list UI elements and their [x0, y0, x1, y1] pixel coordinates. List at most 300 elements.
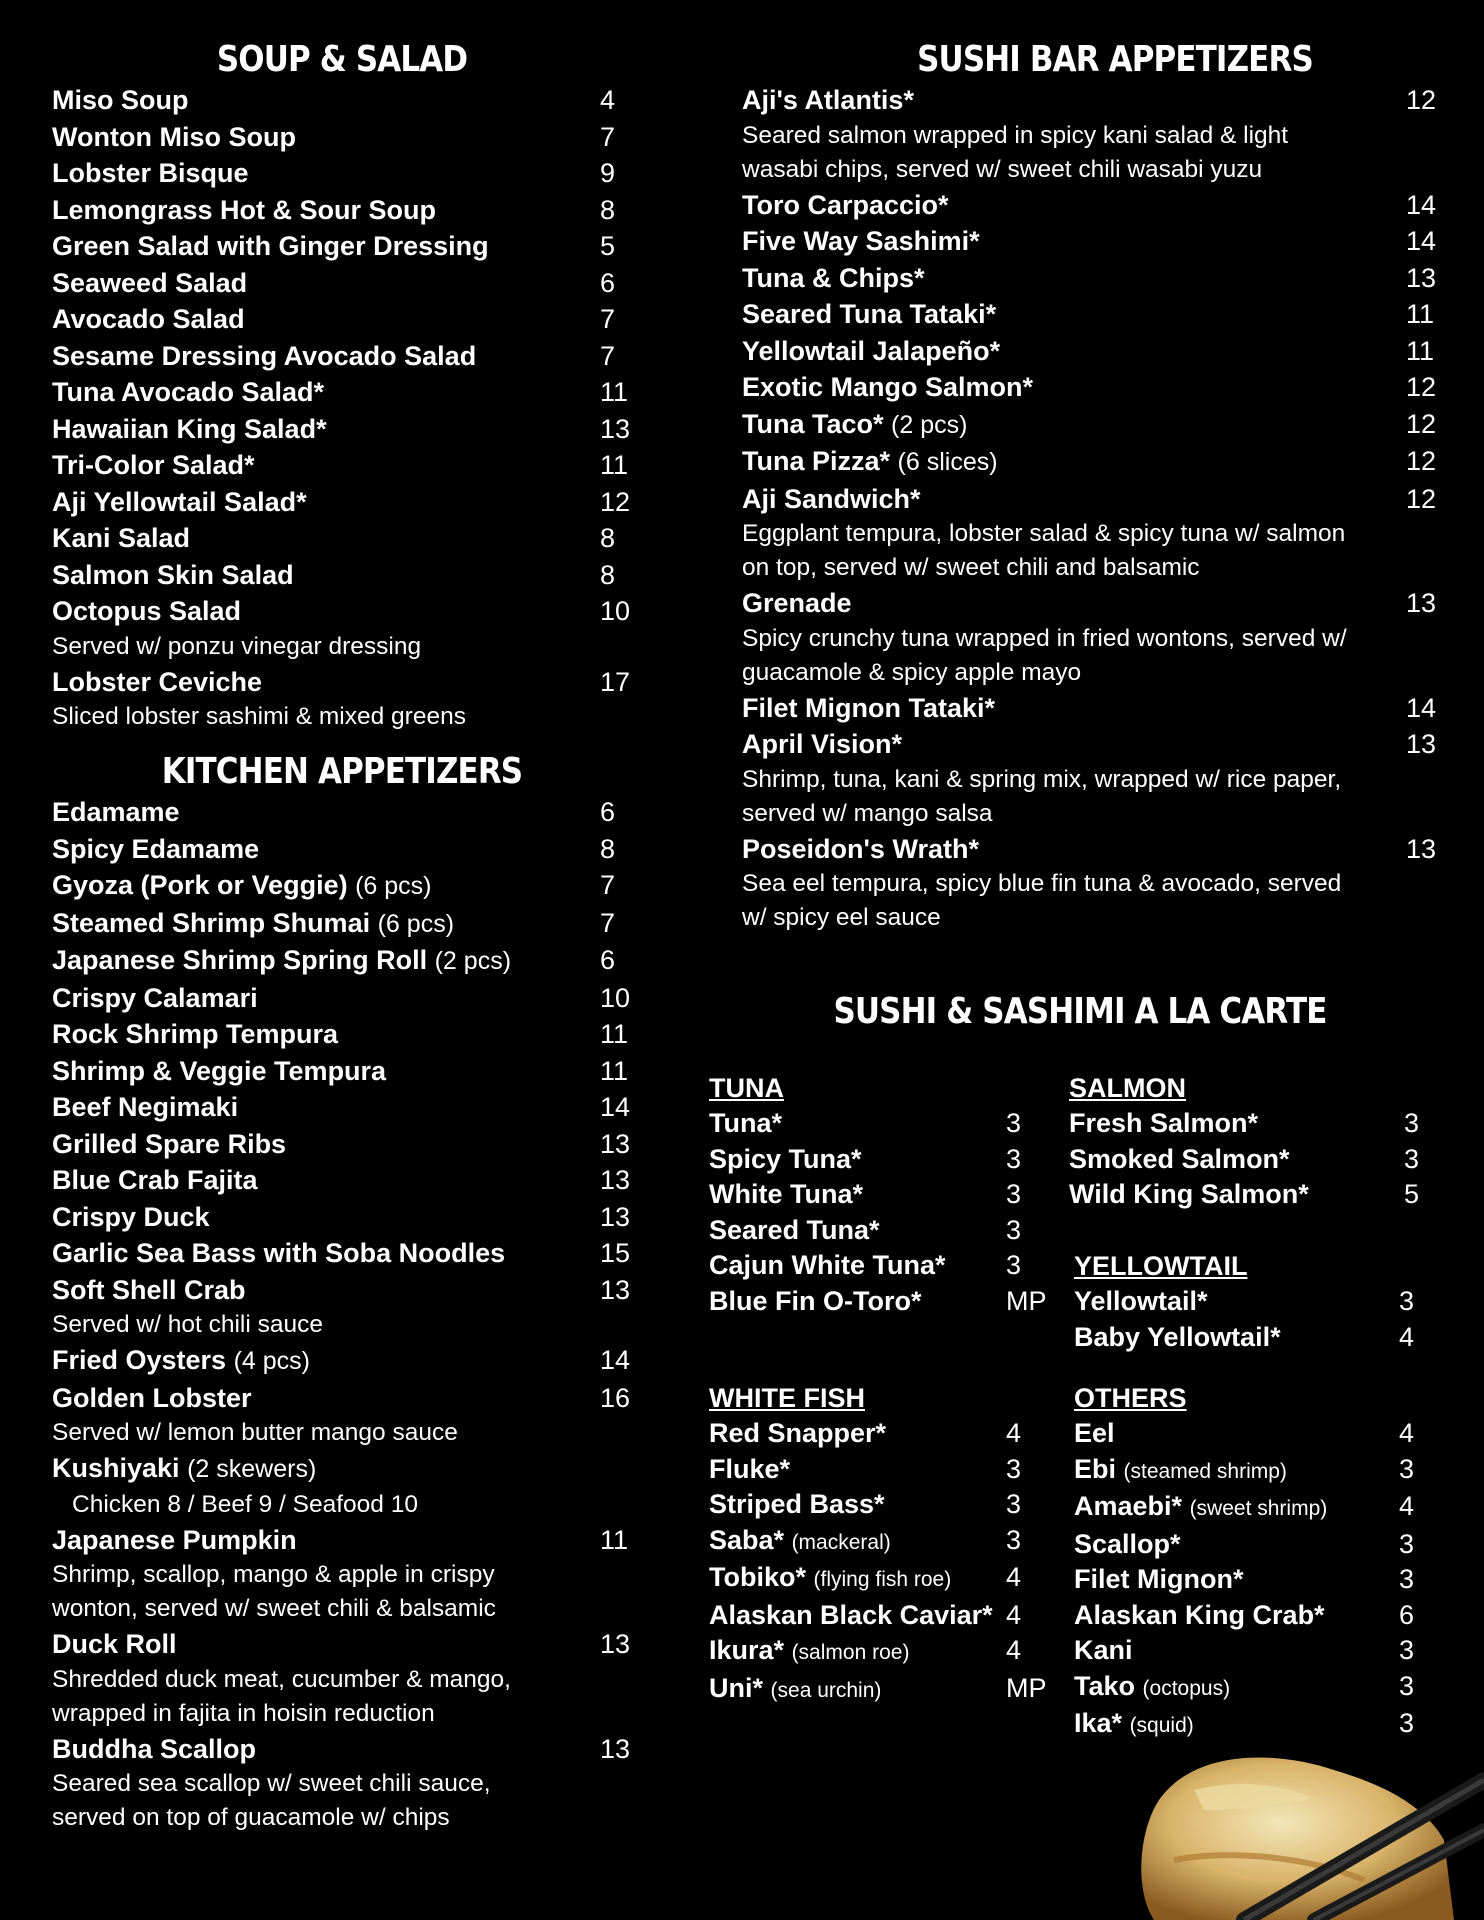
item-price: 13 [600, 413, 631, 444]
sushi-item-spicy-tuna [709, 1142, 1049, 1178]
item-name-text: Wonton Miso Soup [52, 121, 296, 152]
item-price: 11 [1406, 299, 1435, 329]
item-price: 14 [1406, 692, 1437, 723]
item-name [742, 296, 1460, 333]
sushi-item-amaebi [1074, 1489, 1414, 1527]
sushi-item-price: 3 [1404, 1143, 1420, 1174]
sushi-item-price: 3 [1006, 1179, 1022, 1209]
menu-item-lemongrass-hot-sour-soup [52, 192, 632, 229]
item-name [52, 867, 632, 905]
menu-item-grenade [742, 585, 1460, 690]
item-name-text: Tuna Taco* [742, 408, 884, 439]
item-name-text: Grilled Spare Ribs [52, 1128, 287, 1159]
menu-item-green-salad-with-ginger-dressing [52, 228, 632, 265]
menu-item-yellowtail-jalape-o [742, 333, 1460, 370]
menu-item-golden-lobster [52, 1380, 632, 1451]
item-name [52, 557, 632, 594]
menu-item-kani-salad [52, 520, 632, 557]
item-price: 14 [600, 1092, 631, 1122]
item-name [52, 1450, 632, 1488]
item-description: Eggplant tempura, lobster salad & spicy tuna w/ salmon on top, served w/ sweet chili and balsamic [742, 520, 1346, 581]
sushi-item-price: 3 [1006, 1453, 1022, 1484]
item-name-text: Japanese Shrimp Spring Roll [52, 945, 428, 975]
item-name [52, 905, 632, 943]
sushi-item-price: 4 [1006, 1418, 1022, 1448]
item-description: Served w/ hot chili sauce [52, 1311, 323, 1338]
item-name-text: Hawaiian King Salad* [52, 413, 327, 444]
sushi-item-name: Cajun White Tuna* [709, 1250, 946, 1280]
menu-item-buddha-scallop [52, 1731, 632, 1836]
soup-salad-title: SOUP & SALAD [216, 39, 468, 80]
sushi-item-name: Filet Mignon* [1074, 1564, 1244, 1594]
menu-item-toro-carpaccio [742, 187, 1460, 224]
item-price: 6 [600, 267, 616, 298]
item-price: 7 [600, 304, 616, 334]
item-price: 11 [600, 377, 629, 407]
menu-item-kushiyaki [52, 1450, 632, 1522]
sushi-item-price: 5 [1404, 1179, 1420, 1209]
sushi-item-note: (flying fish roe) [813, 1568, 952, 1591]
item-price: 7 [600, 121, 616, 152]
menu-item-beef-negimaki [52, 1089, 632, 1126]
sushi-item-price: 4 [1399, 1321, 1415, 1352]
sushi-item-ikura [709, 1633, 1049, 1671]
sushi-item-price: 6 [1399, 1599, 1415, 1630]
sushi-item-name: Uni* [709, 1672, 763, 1703]
menu-item-garlic-sea-bass-with-soba-noodles [52, 1235, 632, 1272]
item-name [52, 484, 632, 521]
menu-item-gyoza-pork-or-veggie [52, 867, 632, 905]
sushi-item-name: Kani [1074, 1635, 1133, 1665]
item-name [52, 228, 632, 265]
item-price: 9 [600, 158, 616, 188]
item-price: 5 [600, 231, 616, 261]
sushi-item-price: 4 [1006, 1562, 1022, 1592]
item-name-text: Five Way Sashimi* [742, 226, 980, 256]
item-name [52, 520, 632, 557]
sushi-item-price: 3 [1399, 1670, 1415, 1701]
menu-item-duck-roll [52, 1626, 632, 1731]
menu-item-tri-color-salad [52, 447, 632, 484]
white-fish-group [709, 1380, 1049, 1708]
item-name-text: Filet Mignon Tataki* [742, 692, 996, 723]
group-heading: WHITE FISH [709, 1383, 865, 1413]
item-name-text: Exotic Mango Salmon* [742, 372, 1034, 402]
sushi-item-note: (octopus) [1142, 1676, 1231, 1700]
item-price: 13 [1406, 588, 1437, 618]
item-name [52, 411, 632, 448]
sushi-item-price: 4 [1006, 1599, 1022, 1630]
right-column [730, 0, 1460, 935]
sushi-item-name: Blue Fin O-Toro* [709, 1285, 922, 1316]
item-note: (6 pcs) [355, 872, 432, 900]
sushi-item-fresh-salmon [1069, 1106, 1420, 1142]
item-name-text: Octopus Salad [52, 596, 242, 626]
sushi-item-name: Smoked Salmon* [1069, 1143, 1290, 1174]
menu-item-tuna-pizza [742, 443, 1460, 481]
sushi-item-tuna [709, 1106, 1049, 1142]
sushi-item-tobiko [709, 1560, 1049, 1598]
item-name [52, 447, 632, 484]
sushi-item-name: Yellowtail* [1074, 1286, 1208, 1316]
item-price: 17 [600, 666, 631, 697]
item-name [52, 155, 632, 192]
item-name [52, 794, 632, 831]
item-name-text: Grenade [742, 588, 852, 618]
item-price: 12 [1406, 483, 1437, 514]
item-price: 13 [600, 1274, 631, 1305]
sushi-item-price: 3 [1006, 1250, 1022, 1280]
menu-item-crispy-duck [52, 1199, 632, 1236]
menu-item-aji-s-atlantis [742, 82, 1460, 187]
item-price: 6 [600, 945, 616, 975]
item-name [742, 187, 1460, 224]
item-name-text: Beef Negimaki [52, 1092, 239, 1122]
menu-item-miso-soup [52, 82, 632, 119]
item-name [52, 374, 632, 411]
item-price: 11 [600, 450, 629, 480]
item-name [742, 333, 1460, 370]
menu-item-wonton-miso-soup [52, 119, 632, 156]
item-note: (2 pcs) [891, 410, 968, 439]
item-note: (6 slices) [897, 448, 998, 476]
sushi-item-name: Ika* [1074, 1708, 1123, 1738]
sushi-item-price: 3 [1399, 1286, 1415, 1316]
sushi-item-seared-tuna [709, 1213, 1049, 1249]
kitchen-appetizers-title: KITCHEN APPETIZERS [161, 751, 523, 792]
menu-item-aji-yellowtail-salad [52, 484, 632, 521]
item-price: 14 [1406, 189, 1437, 220]
sushi-item-red-snapper [709, 1416, 1049, 1452]
sushi-item-price: 3 [1399, 1708, 1415, 1738]
item-name-text: Tuna Avocado Salad* [52, 377, 325, 407]
item-name-text: Spicy Edamame [52, 833, 260, 864]
menu-item-tuna-avocado-salad [52, 374, 632, 411]
sushi-item-name: Tako [1074, 1670, 1136, 1701]
sushi-item-price: 3 [1006, 1143, 1022, 1174]
item-name [52, 192, 632, 229]
group-heading: TUNA [709, 1073, 784, 1103]
item-description: Spicy crunchy tuna wrapped in fried wontons, served w/ guacamole & spicy apple mayo [742, 624, 1347, 686]
sushi-item-price: MP [1006, 1672, 1047, 1703]
item-name [52, 1522, 632, 1559]
sushi-item-note: (squid) [1129, 1714, 1194, 1737]
sushi-item-price: 3 [1006, 1489, 1022, 1519]
item-name-text: Crispy Calamari [52, 982, 258, 1013]
item-name [52, 1235, 632, 1272]
sushi-item-price: 3 [1404, 1108, 1420, 1138]
sushi-item-cajun-white-tuna [709, 1248, 1049, 1284]
sushi-item-name: Ebi [1074, 1453, 1117, 1484]
menu-item-seared-tuna-tataki [742, 296, 1460, 333]
group-heading: OTHERS [1074, 1383, 1187, 1413]
item-price: 15 [600, 1238, 631, 1268]
item-name [52, 1626, 632, 1663]
a-la-carte-title: SUSHI & SASHIMI A LA CARTE [833, 991, 1327, 1032]
item-name-text: Kani Salad [52, 523, 191, 553]
item-name-text: Shrimp & Veggie Tempura [52, 1055, 387, 1086]
item-price: 13 [600, 1201, 631, 1232]
menu-item-octopus-salad [52, 593, 632, 664]
sushi-item-name: Amaebi* [1074, 1491, 1183, 1521]
item-name-text: Buddha Scallop [52, 1733, 257, 1764]
item-name-text: Tri-Color Salad* [52, 450, 255, 480]
item-name-text: Edamame [52, 797, 180, 827]
item-name-text: Seared Tuna Tataki* [742, 299, 997, 329]
item-price: 14 [600, 1345, 631, 1375]
item-name [52, 265, 632, 302]
item-name [52, 942, 632, 980]
item-price: 10 [600, 596, 631, 626]
tuna-group [709, 1070, 1049, 1319]
item-price: 7 [600, 907, 616, 938]
item-name-text: Salmon Skin Salad [52, 559, 294, 590]
menu-item-japanese-shrimp-spring-roll [52, 942, 632, 980]
item-note: (2 pcs) [434, 947, 512, 975]
sushi-item-note: (steamed shrimp) [1123, 1459, 1287, 1483]
sushi-item-eel [1074, 1416, 1414, 1452]
item-description: Sliced lobster sashimi & mixed greens [52, 703, 466, 730]
item-name [52, 1126, 632, 1163]
sushi-bar-appetizers-title: SUSHI BAR APPETIZERS [917, 39, 1313, 80]
item-name [52, 1053, 632, 1090]
menu-item-edamame [52, 794, 632, 831]
menu-item-poseidon-s-wrath [742, 831, 1460, 936]
item-name [742, 481, 1460, 518]
item-description: Chicken 8 / Beef 9 / Seafood 10 [72, 1490, 418, 1518]
menu-item-steamed-shrimp-shumai [52, 905, 632, 943]
item-name [742, 443, 1460, 481]
sushi-item-striped-bass [709, 1487, 1049, 1523]
item-name-text: Avocado Salad [52, 304, 245, 334]
menu-item-japanese-pumpkin [52, 1522, 632, 1627]
item-name-text: Lemongrass Hot & Sour Soup [52, 194, 437, 225]
item-price: 7 [600, 870, 616, 900]
item-price: 13 [600, 1128, 631, 1159]
sushi-item-name: Baby Yellowtail* [1074, 1321, 1281, 1352]
sushi-item-name: Wild King Salmon* [1069, 1179, 1309, 1209]
item-description: Served w/ lemon butter mango sauce [52, 1419, 458, 1446]
sushi-item-fluke [709, 1452, 1049, 1488]
item-description: Sea eel tempura, spicy blue fin tuna & avocado, served w/ spicy eel sauce [742, 870, 1342, 931]
item-name-text: Aji Yellowtail Salad* [52, 486, 307, 517]
menu-item-soft-shell-crab [52, 1272, 632, 1343]
sushi-item-name: Alaskan King Crab* [1074, 1599, 1325, 1630]
item-note: (4 pcs) [233, 1347, 310, 1375]
menu-item-tuna-taco [742, 406, 1460, 444]
item-name-text: Miso Soup [52, 85, 189, 115]
menu-item-exotic-mango-salmon [742, 369, 1460, 406]
menu-item-lobster-bisque [52, 155, 632, 192]
menu-item-avocado-salad [52, 301, 632, 338]
item-description: Served w/ ponzu vinegar dressing [52, 632, 422, 660]
item-name [742, 585, 1460, 622]
sushi-item-price: 4 [1399, 1418, 1415, 1448]
sushi-item-price: 4 [1399, 1491, 1415, 1521]
item-name [52, 593, 632, 630]
sushi-item-name: Fresh Salmon* [1069, 1108, 1259, 1138]
item-name-text: Steamed Shrimp Shumai [52, 907, 371, 938]
item-price: 13 [1406, 833, 1437, 864]
left-column [52, 0, 632, 1835]
item-description: Shrimp, scallop, mango & apple in crispy wonton, served w/ sweet chili & balsamic [52, 1561, 496, 1622]
menu-item-lobster-ceviche [52, 664, 632, 735]
item-price: 13 [600, 1629, 631, 1659]
sushi-item-tako [1074, 1669, 1414, 1707]
item-name-text: Fried Oysters [52, 1345, 227, 1375]
item-name-text: Blue Crab Fajita [52, 1165, 258, 1195]
item-price: 13 [1406, 262, 1437, 293]
item-name-text: Green Salad with Ginger Dressing [52, 231, 489, 261]
menu-item-blue-crab-fajita [52, 1162, 632, 1199]
item-name-text: Tuna & Chips* [742, 262, 925, 293]
item-price: 12 [1406, 85, 1437, 115]
item-name [742, 82, 1460, 119]
item-name-text: Yellowtail Jalapeño* [742, 335, 1001, 366]
item-name [742, 369, 1460, 406]
sushi-item-name: Alaskan Black Caviar* [709, 1599, 993, 1630]
item-name-text: Toro Carpaccio* [742, 189, 949, 220]
sushi-item-filet-mignon [1074, 1562, 1414, 1598]
item-price: 8 [600, 523, 616, 553]
item-name-text: Aji's Atlantis* [742, 85, 914, 115]
menu-item-sesame-dressing-avocado-salad [52, 338, 632, 375]
item-name [742, 831, 1460, 868]
item-name [52, 82, 632, 119]
menu-item-seaweed-salad [52, 265, 632, 302]
sushi-item-price: 4 [1006, 1635, 1022, 1665]
item-name [52, 1162, 632, 1199]
sushi-item-name: White Tuna* [709, 1179, 863, 1209]
item-name-text: Poseidon's Wrath* [742, 833, 979, 864]
menu-item-aji-sandwich [742, 481, 1460, 586]
item-name [52, 119, 632, 156]
item-name-text: Rock Shrimp Tempura [52, 1019, 339, 1049]
sushi-item-name: Saba* [709, 1524, 785, 1555]
item-name-text: Golden Lobster [52, 1382, 252, 1413]
item-name-text: Crispy Duck [52, 1201, 210, 1232]
menu-item-rock-shrimp-tempura [52, 1016, 632, 1053]
item-price: 13 [600, 1165, 631, 1195]
item-price: 12 [1406, 446, 1437, 476]
item-name-text: Gyoza (Pork or Veggie) [52, 870, 348, 900]
sushi-item-price: 3 [1006, 1214, 1022, 1245]
item-price: 8 [600, 559, 616, 590]
sushi-item-alaskan-king-crab [1074, 1598, 1414, 1634]
item-price: 12 [1406, 408, 1437, 439]
sushi-item-uni [709, 1671, 1049, 1709]
menu-item-grilled-spare-ribs [52, 1126, 632, 1163]
sushi-item-name: Eel [1074, 1418, 1115, 1448]
item-price: 13 [600, 1733, 631, 1764]
sushi-item-name: Seared Tuna* [709, 1214, 880, 1245]
item-price: 7 [600, 340, 616, 371]
sushi-item-name: Red Snapper* [709, 1418, 887, 1448]
sushi-item-blue-fin-o-toro [709, 1284, 1049, 1320]
others-group [1074, 1380, 1414, 1744]
item-name [52, 301, 632, 338]
item-name-text: Lobster Ceviche [52, 666, 263, 697]
sushi-item-name: Ikura* [709, 1635, 785, 1665]
sushi-item-kani [1074, 1633, 1414, 1669]
item-price: 11 [600, 1019, 629, 1049]
item-price: 8 [600, 194, 616, 225]
soup-salad-list [52, 82, 632, 734]
sushi-item-wild-king-salmon [1069, 1177, 1420, 1213]
item-name-text: Soft Shell Crab [52, 1274, 246, 1305]
menu-item-crispy-calamari [52, 980, 632, 1017]
item-name [52, 1272, 632, 1309]
item-name-text: Duck Roll [52, 1629, 177, 1659]
sushi-item-baby-yellowtail [1074, 1320, 1414, 1356]
sushi-item-note: (salmon roe) [791, 1641, 910, 1664]
sushi-item-price: 3 [1006, 1524, 1022, 1555]
sushi-item-scallop [1074, 1527, 1414, 1563]
sushi-item-smoked-salmon [1069, 1142, 1420, 1178]
item-name-text: Seaweed Salad [52, 267, 248, 298]
group-heading: YELLOWTAIL [1074, 1251, 1248, 1281]
menu-item-april-vision [742, 726, 1460, 831]
item-name-text: April Vision* [742, 729, 903, 759]
sushi-item-note: (sea urchin) [770, 1678, 882, 1702]
item-name-text: Sesame Dressing Avocado Salad [52, 340, 477, 371]
sushi-bar-list [742, 82, 1460, 935]
item-price: 13 [1406, 729, 1437, 759]
menu-item-spicy-edamame [52, 831, 632, 868]
menu-item-tuna-chips [742, 260, 1460, 297]
item-name-text: Lobster Bisque [52, 158, 249, 188]
menu-item-filet-mignon-tataki [742, 690, 1460, 727]
item-price: 12 [600, 486, 631, 517]
item-price: 11 [600, 1524, 629, 1555]
item-price: 8 [600, 833, 616, 864]
sushi-item-note: (mackeral) [791, 1530, 891, 1554]
item-price: 14 [1406, 226, 1437, 256]
sushi-item-name: Fluke* [709, 1453, 791, 1484]
item-price: 12 [1406, 372, 1437, 402]
item-name [52, 1016, 632, 1053]
item-name [52, 1089, 632, 1126]
menu-item-fried-oysters [52, 1342, 632, 1380]
item-name [52, 664, 632, 701]
item-price: 10 [600, 982, 631, 1013]
item-name [52, 1380, 632, 1417]
item-name [742, 260, 1460, 297]
sushi-item-alaskan-black-caviar [709, 1598, 1049, 1634]
item-name [742, 726, 1460, 763]
item-price: 16 [600, 1382, 631, 1413]
sushi-item-saba [709, 1523, 1049, 1561]
sushi-item-name: Tuna* [709, 1108, 782, 1138]
sushi-item-price: 3 [1399, 1453, 1415, 1484]
item-name [52, 338, 632, 375]
item-name-text: Garlic Sea Bass with Soba Noodles [52, 1238, 506, 1268]
sushi-item-note: (sweet shrimp) [1189, 1497, 1328, 1520]
sushi-item-price: 3 [1399, 1528, 1415, 1559]
item-description: Seared sea scallop w/ sweet chili sauce, served on top of guacamole w/ chips [52, 1770, 491, 1831]
sushi-item-name: Striped Bass* [709, 1489, 885, 1519]
item-name-text: Aji Sandwich* [742, 483, 921, 514]
item-name [52, 1342, 632, 1380]
yellowtail-group [1074, 1248, 1414, 1355]
sushi-item-price: 3 [1006, 1108, 1022, 1138]
item-note: (2 skewers) [187, 1455, 317, 1483]
group-heading: SALMON [1069, 1073, 1186, 1103]
item-name [52, 831, 632, 868]
item-name-text: Japanese Pumpkin [52, 1524, 297, 1555]
sushi-item-ebi [1074, 1452, 1414, 1490]
item-price: 6 [600, 797, 616, 827]
